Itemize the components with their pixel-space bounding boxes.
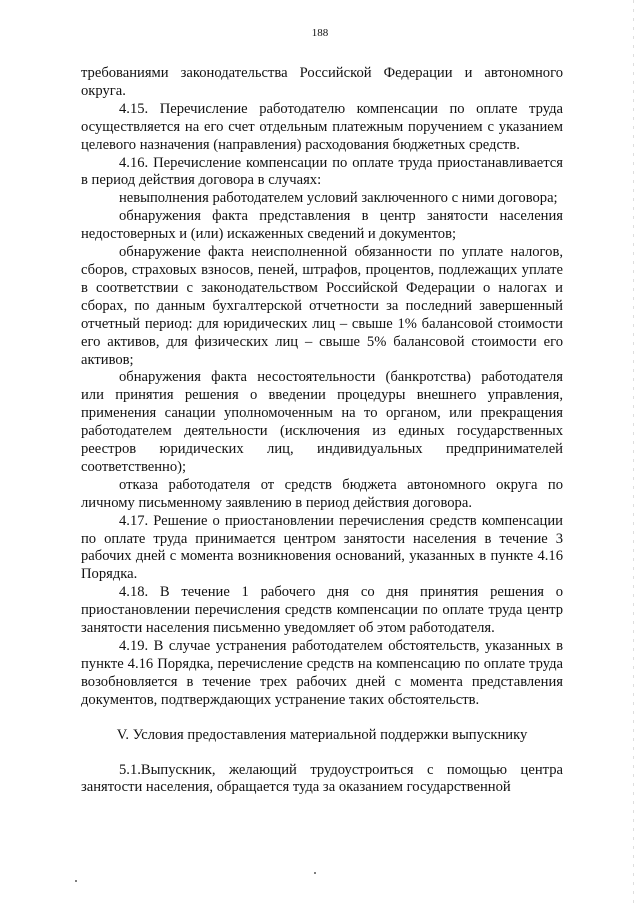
document-body bbox=[81, 65, 563, 797]
section-heading: V. Условия предоставления материальной поддержки выпускнику bbox=[116, 726, 528, 743]
paragraph-continuation: требованиями законодательства Российской Федерации и автономного округа. bbox=[81, 65, 563, 99]
scan-speck bbox=[314, 872, 316, 874]
paragraph-4-15: 4.15. Перечисление работодателю компенсации по оплате труда осуществляется на его счет отдельным платежным поручением с указанием целевого назначения (направления) расходования бюджетных средств. bbox=[81, 100, 563, 153]
clause-false-information: обнаружения факта представления в центр занятости населения недостоверных и (или) искаженных сведений и документов; bbox=[81, 208, 563, 243]
paragraph-4-19: 4.19. В случае устранения работодателем обстоятельств, указанных в пункте 4.16 Порядка, перечисление средств на компенсацию по оплате труда возобновляется в течение трех рабочих дней с момента представления документов, подтверждающих устранение таких обстоятельств. bbox=[81, 638, 563, 708]
paragraph-4-17: 4.17. Решение о приостановлении перечисления средств компенсации по оплате труда принимается центром занятости населения в течение 3 рабочих дней с момента возникновения оснований, указанных в пункте 4.16 Порядка. bbox=[81, 512, 563, 583]
clause-employer-refusal: отказа работодателя от средств бюджета автономного округа по личному письменному заявлению в период действия договора. bbox=[81, 476, 563, 511]
clause-bankruptcy: обнаружения факта несостоятельности (банкротства) работодателя или принятия решения о введении процедуры внешнего управления, применения санации уполномоченным на то органом, или прекращения работодателем деятельности (исключения из единых государственных реестров юридических лиц, индивидуальных предпринимателей соответственно); bbox=[81, 369, 563, 475]
scan-edge-artifact bbox=[633, 0, 634, 905]
clause-unpaid-obligations: обнаружение факта неисполненной обязанности по уплате налогов, сборов, страховых взносов, пеней, штрафов, процентов, подлежащих уплате в соответствии с законодательством Российской Федерации о налогах и сборах, по данным бухгалтерской отчетности за последний завершенный отчетный период: для юридических лиц – свыше 1% балансовой стоимости его активов, для физических лиц – свыше 5% балансовой стоимости его активов; bbox=[81, 244, 563, 368]
paragraph-4-16: 4.16. Перечисление компенсации по оплате труда приостанавливается в период действия договора в случаях: bbox=[81, 154, 563, 189]
paragraph-4-18: 4.18. В течение 1 рабочего дня со дня принятия решения о приостановлении перечисления средств компенсации по оплате труда центр занятости населения письменно уведомляет об этом работодателя. bbox=[81, 584, 563, 637]
scan-speck bbox=[75, 880, 77, 882]
page-number: 188 bbox=[311, 27, 329, 39]
clause-contract-violation: невыполнения работодателем условий заключенного с ними договора; bbox=[119, 190, 558, 207]
paragraph-5-1: 5.1.Выпускник, желающий трудоустроиться с помощью центра занятости населения, обращается туда за оказанием государственной bbox=[81, 761, 563, 796]
